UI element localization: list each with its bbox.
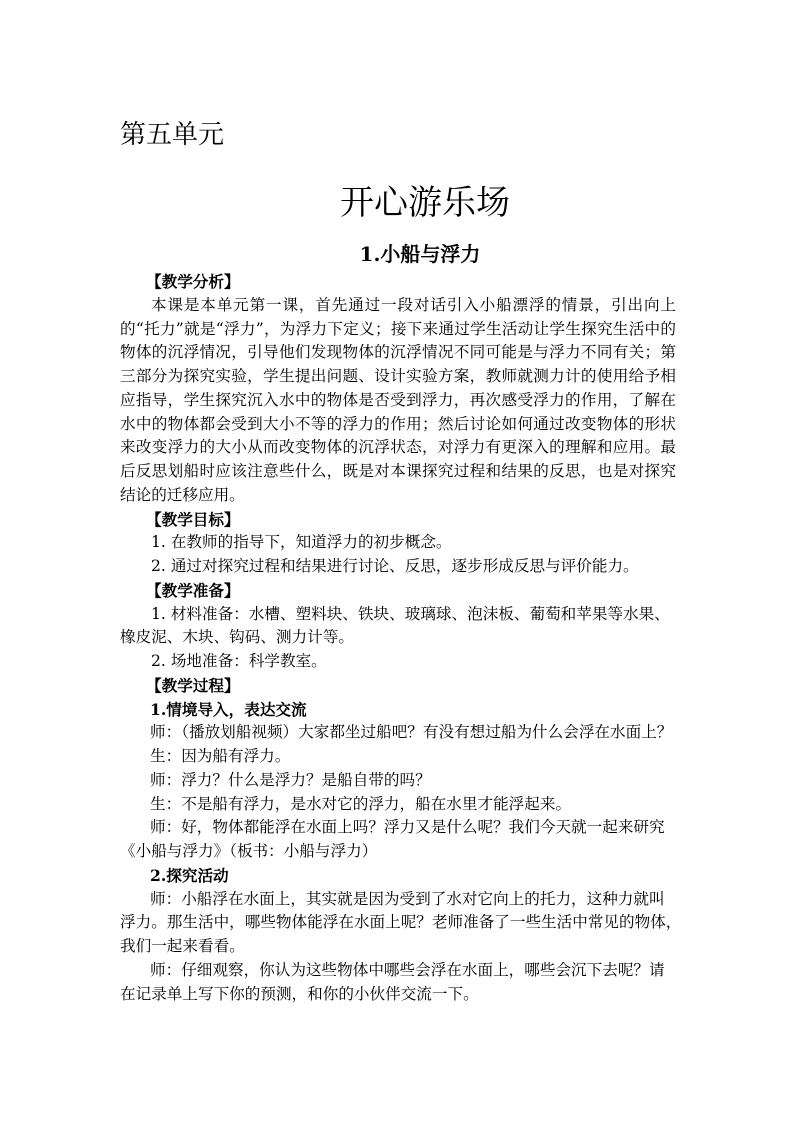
dialogue-line-5: 师：好，物体都能浮在水面上吗？浮力又是什么呢？我们今天就一起来研究 [150,818,665,837]
prep-item-1-line-2: 橡皮泥、木块、钩码、测力计等。 [120,628,354,647]
dialogue-line-3: 师：浮力？什么是浮力？是船自带的吗？ [150,770,431,789]
unit-title: 第五单元 [120,120,225,150]
dialogue-line-5-continuation: 《小船与浮力》（板书：小船与浮力） [120,842,378,860]
main-title: 开心游乐场 [340,183,510,223]
prep-item-1-line-1: 1. 材料准备：水槽、塑料块、铁块、玻璃球、泡沫板、葡萄和苹果等水果、 [151,604,670,623]
activity-para-1-line-1: 师：小船浮在水面上，其实就是因为受到了水对它向上的托力，这种力就叫 [150,889,665,908]
section-2-title: 2.探究活动 [150,865,229,885]
dialogue-line-4: 生：不是船有浮力，是水对它的浮力，船在水里才能浮起来。 [150,794,572,813]
dialogue-line-2: 生：因为船有浮力。 [150,747,291,765]
analysis-paragraph: 本课是本单元第一课，首先通过一段对话引入小船漂浮的情景，引出向上的“托力”就是“浮力”，为浮力下定义；接下来通过学生活动让学生探究生活中的物体的沉浮情况，引导他们发现物体的沉浮情况不同可能是与浮力不同有关；第三部分为探究实验，学生提出问题、设计实验方案，教师就测力计的使用给予相应指导，学生探究沉入水中的物体是否受到浮力，再次感受浮力的作用，了解在水中的物体都会受到大小不等的浮力的作用；然后讨论如何通过改变物体的形状来改变浮力的大小从而改变物体的沉浮状态，对浮力有更深入的理解和应用。最后反思划船时应该注意些什么，既是对本课探究过程和结果的反思，也是对探究结论的迁移应用。 [120,295,676,504]
goal-item-2: 2. 通过对探究过程和结果进行讨论、反思，逐步形成反思与评价能力。 [151,557,639,575]
lesson-title: 1.小船与浮力 [359,242,481,266]
goal-item-1: 1. 在教师的指导下，知道浮力的初步概念。 [151,533,452,552]
dialogue-line-1: 师：（播放划船视频）大家都坐过船吧？有没有想过船为什么会浮在水面上？ [150,723,673,742]
activity-para-1-line-3: 我们一起来看看。 [120,937,245,955]
process-heading: 【教学过程】 [146,675,240,695]
analysis-heading: 【教学分析】 [146,272,240,291]
section-1-title: 1.情境导入，表达交流 [150,699,307,719]
activity-para-2-line-1: 师：仔细观察，你认为这些物体中哪些会浮在水面上，哪些会沉下去呢？请 [150,960,665,979]
prep-item-2: 2. 场地准备：科学教室。 [151,652,327,670]
activity-para-1-line-2: 浮力。那生活中，哪些物体能浮在水面上呢？老师准备了一些生活中常见的物体， [120,913,682,932]
prep-heading: 【教学准备】 [146,580,240,600]
document-body [120,270,682,1006]
activity-para-2-line-2: 在记录单上写下你的预测，和你的小伙伴交流一下。 [120,984,479,1003]
goals-heading: 【教学目标】 [146,509,240,529]
